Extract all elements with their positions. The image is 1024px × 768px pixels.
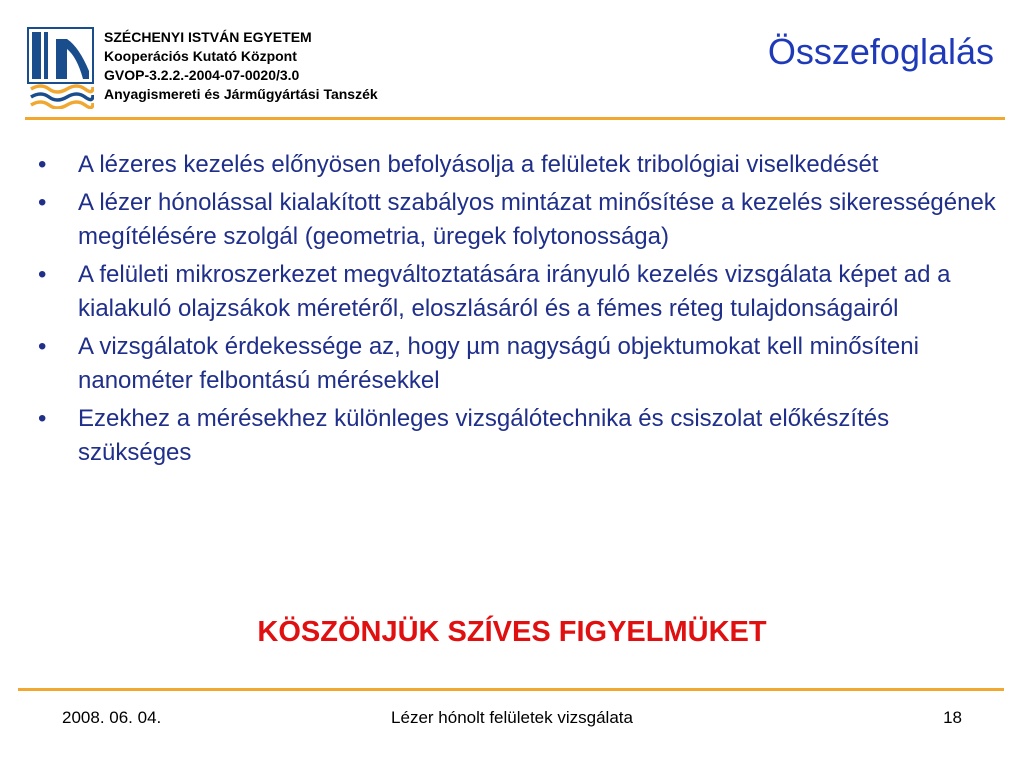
institution-name: SZÉCHENYI ISTVÁN EGYETEM	[104, 29, 312, 45]
header-divider	[25, 117, 1005, 120]
footer-date: 2008. 06. 04.	[62, 708, 162, 727]
bullet-text: A felületi mikroszerkezet megváltoztatására irányuló kezelés vizsgálata képet ad a kialakuló olajzsákok méretéről, eloszlásáról és a fémes réteg tulajdonságairól	[78, 261, 951, 322]
bullet-marker: •	[38, 151, 47, 178]
bullet-item	[38, 402, 998, 470]
slide-title: Összefoglalás	[767, 31, 994, 72]
bullet-list	[38, 148, 998, 474]
department-name: Anyagismereti és Járműgyártási Tanszék	[104, 86, 378, 102]
institution-center: Kooperációs Kutató Központ	[104, 48, 297, 64]
bullet-item	[38, 258, 998, 326]
bullet-marker: •	[38, 261, 47, 288]
project-code: GVOP-3.2.2.-2004-07-0020/3.0	[104, 67, 300, 83]
bullet-text: A lézer hónolással kialakított szabályos mintázat minősítése a kezelés sikerességének megítélésére szolgál (geometria, üregek folytonossága)	[78, 189, 996, 250]
bullet-item	[38, 330, 998, 398]
bullet-text: A vizsgálatok érdekessége az, hogy µm nagyságú objektumokat kell minősíteni nanométer felbontású mérésekkel	[78, 333, 919, 394]
footer-divider	[18, 688, 1004, 691]
page-number: 18	[943, 708, 962, 727]
bullet-item	[38, 148, 998, 182]
footer-title: Lézer hónolt felületek vizsgálata	[391, 708, 633, 727]
thank-you-message: KÖSZÖNJÜK SZÍVES FIGYELMÜKET	[257, 616, 767, 648]
bullet-text: A lézeres kezelés előnyösen befolyásolja a felületek tribológiai viselkedését	[78, 151, 879, 178]
bullet-marker: •	[38, 405, 47, 432]
bullet-marker: •	[38, 189, 47, 216]
bullet-marker: •	[38, 333, 47, 360]
institution-block	[104, 28, 378, 104]
bullet-text: Ezekhez a mérésekhez különleges vizsgálótechnika és csiszolat előkészítés szükséges	[78, 405, 890, 466]
bullet-item	[38, 186, 998, 254]
university-logo-icon	[27, 27, 94, 109]
